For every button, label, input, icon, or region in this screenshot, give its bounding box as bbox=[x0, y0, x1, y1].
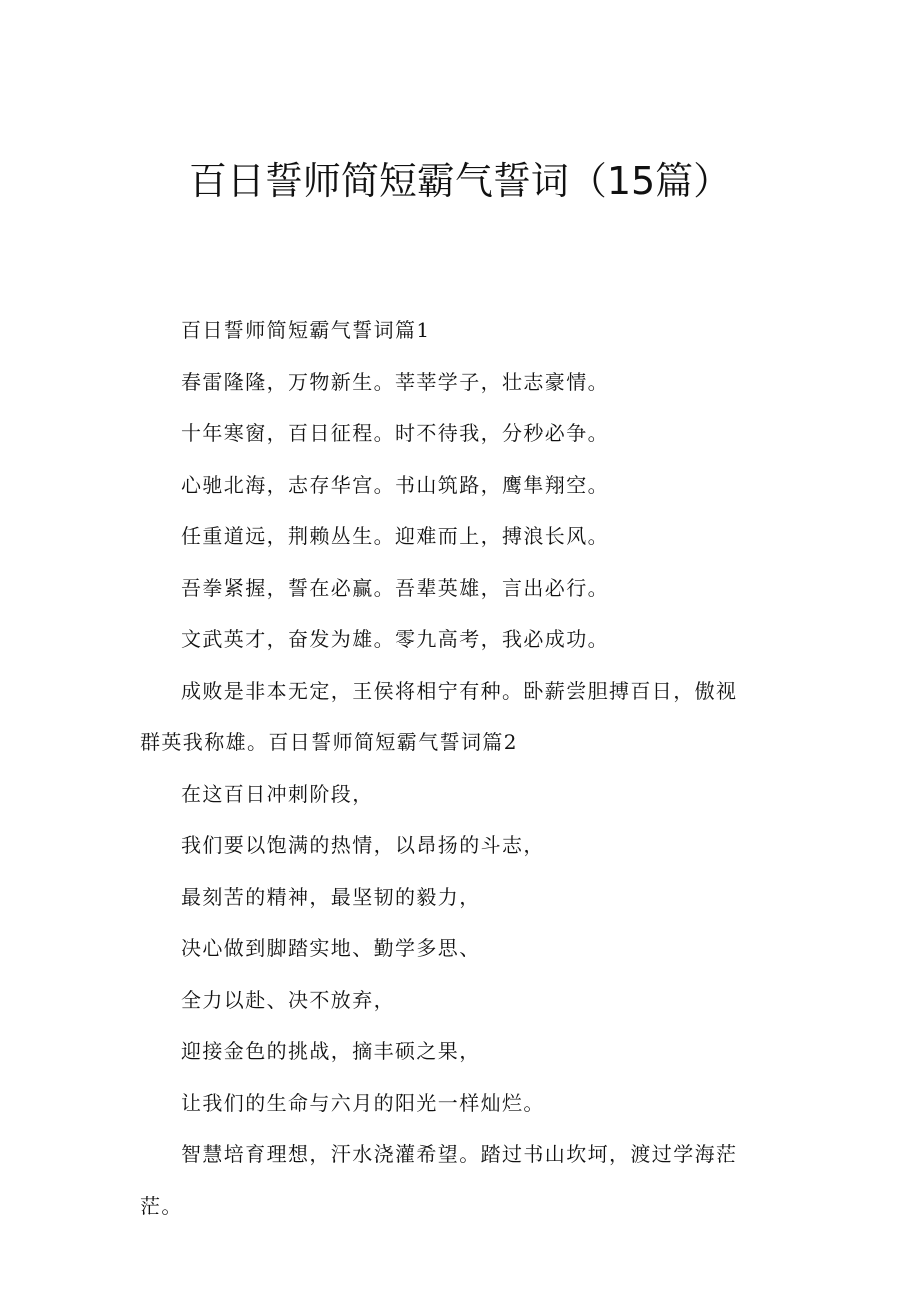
document-title: 百日誓师简短霸气誓词（15篇） bbox=[188, 159, 732, 203]
body-paragraph: 迎接金色的挑战，摘丰硕之果， bbox=[181, 1039, 481, 1063]
body-paragraph: 春雷隆隆，万物新生。莘莘学子，壮志豪情。 bbox=[181, 369, 609, 394]
body-paragraph: 吾拳紧握，誓在必赢。吾辈英雄，言出必行。 bbox=[181, 575, 609, 600]
body-paragraph-with-heading-2: 成败是非本无定，王侯将相宁有种。卧薪尝胆搏百日，傲视群英我称雄。百日誓师简短霸气誓词篇2 bbox=[140, 678, 738, 754]
body-paragraph: 我们要以饱满的热情，以昂扬的斗志， bbox=[181, 833, 545, 857]
body-paragraph: 在这百日冲刺阶段， bbox=[181, 781, 374, 806]
body-paragraph: 心驰北海，志存华宫。书山筑路，鹰隼翔空。 bbox=[181, 472, 609, 497]
document-body bbox=[140, 305, 750, 1232]
section-heading-1: 百日誓师简短霸气誓词篇1 bbox=[181, 318, 431, 342]
body-paragraph: 智慧培育理想，汗水浇灌希望。踏过书山坎坷，渡过学海茫茫。 bbox=[140, 1142, 738, 1218]
body-paragraph: 全力以赴、决不放弃， bbox=[181, 987, 395, 1012]
body-paragraph: 文武英才，奋发为雄。零九高考，我必成功。 bbox=[181, 627, 609, 651]
body-paragraph: 让我们的生命与六月的阳光一样灿烂。 bbox=[181, 1090, 545, 1115]
body-paragraph: 决心做到脚踏实地、勤学多思、 bbox=[181, 936, 481, 960]
body-paragraph: 最刻苦的精神，最坚韧的毅力， bbox=[181, 884, 481, 909]
body-paragraph: 十年寒窗，百日征程。时不待我，分秒必争。 bbox=[181, 421, 609, 445]
body-paragraph: 任重道远，荆赖丛生。迎难而上，搏浪长风。 bbox=[181, 524, 609, 548]
